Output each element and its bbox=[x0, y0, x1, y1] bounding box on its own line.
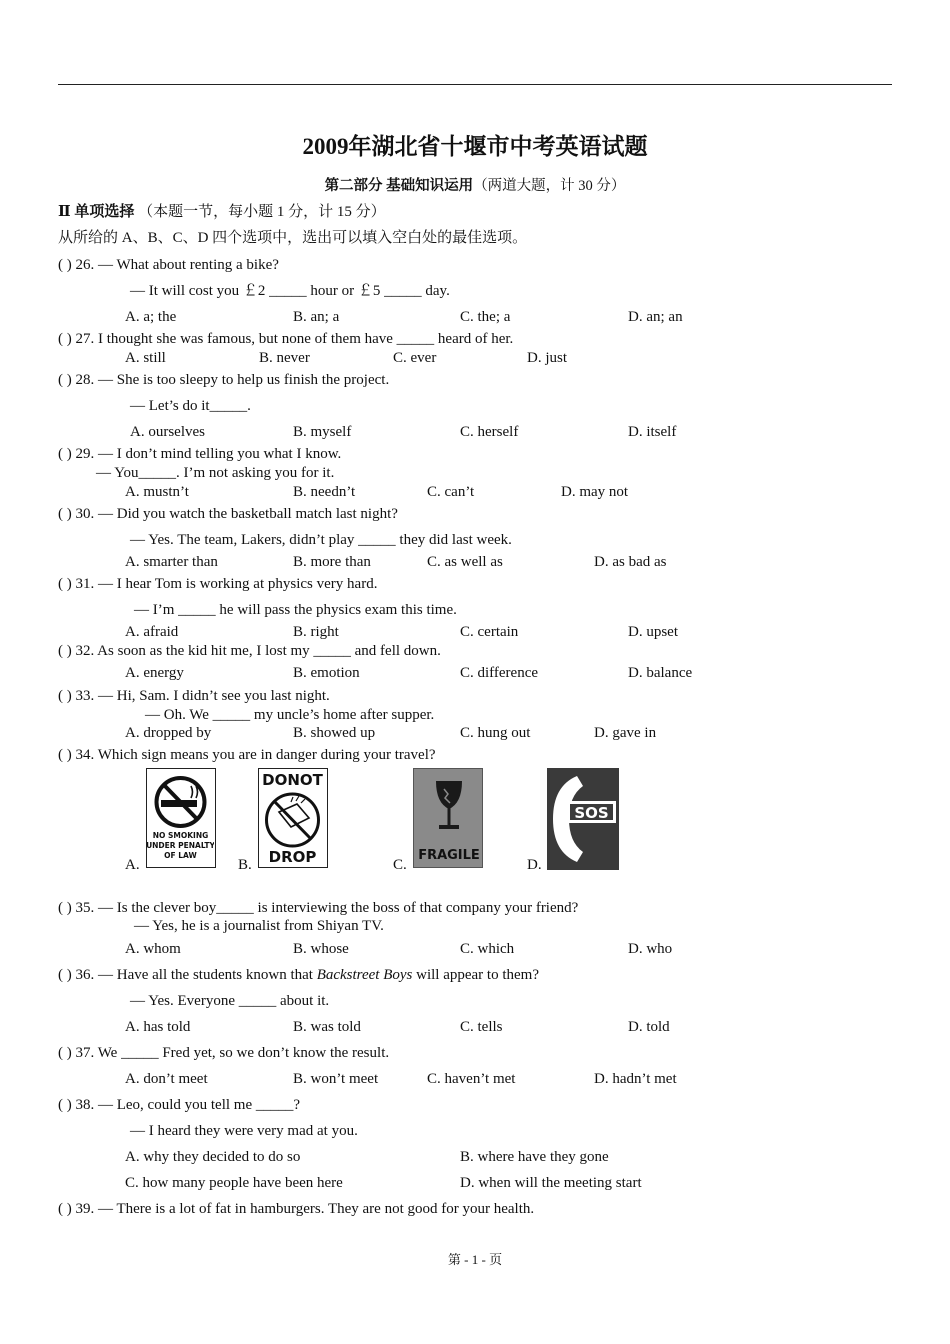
q29-reply: — You_____. I’m not asking you for it. bbox=[96, 465, 335, 481]
q35-option-c: C. which bbox=[460, 941, 515, 957]
q28-option-d: D. itself bbox=[628, 424, 677, 440]
q28-reply: — Let’s do it_____. bbox=[130, 398, 251, 414]
q31-reply: — I’m _____ he will pass the physics exam this time. bbox=[134, 602, 457, 618]
sos-text: SOS bbox=[574, 804, 609, 822]
q30-option-d: D. as bad as bbox=[594, 554, 667, 570]
q35-reply: — Yes, he is a journalist from Shiyan TV. bbox=[134, 918, 384, 934]
fragile-glass-icon bbox=[414, 769, 484, 869]
q30-option-c: C. as well as bbox=[427, 554, 503, 570]
q30-stem: ( ) 30. — Did you watch the basketball match last night? bbox=[58, 506, 398, 522]
q35-option-a: A. whom bbox=[125, 941, 181, 957]
q37-stem: ( ) 37. We _____ Fred yet, so we don’t know the result. bbox=[58, 1045, 390, 1061]
q33-reply: — Oh. We _____ my uncle’s home after supper. bbox=[145, 707, 435, 723]
part-heading-note: （两道大题，计 30 分） bbox=[473, 178, 626, 194]
q33-stem: ( ) 33. — Hi, Sam. I didn’t see you last night. bbox=[58, 688, 330, 704]
q31-option-a: A. afraid bbox=[125, 624, 179, 640]
q32-option-c: C. difference bbox=[460, 665, 539, 681]
q36-stem-pre: ( ) 36. — Have all the students known that bbox=[58, 967, 317, 983]
part-heading-bold: 第二部分 基础知识运用 bbox=[324, 178, 474, 194]
q28-option-b: B. myself bbox=[293, 424, 352, 440]
q28-option-c: C. herself bbox=[460, 424, 519, 440]
q28-option-a: A. ourselves bbox=[130, 424, 205, 440]
q37-option-b: B. won’t meet bbox=[293, 1071, 379, 1087]
no-smoking-icon bbox=[147, 769, 214, 866]
no-smoking-sign bbox=[146, 768, 216, 868]
q36-option-c: C. tells bbox=[460, 1019, 503, 1035]
q39-stem: ( ) 39. — There is a lot of fat in hamburgers. They are not good for your health. bbox=[58, 1201, 535, 1217]
q27-option-c: C. ever bbox=[393, 350, 437, 366]
q34-option-a: A. bbox=[125, 857, 140, 873]
q27-option-a: A. still bbox=[125, 350, 166, 366]
q26-reply: — It will cost you ￡2 _____ hour or ￡5 _____ day. bbox=[130, 283, 450, 299]
q31-stem: ( ) 31. — I hear Tom is working at physics very hard. bbox=[58, 576, 378, 592]
no-smoking-text-3: OF LAW bbox=[164, 851, 197, 860]
q30-option-b: B. more than bbox=[293, 554, 371, 570]
q38-stem: ( ) 38. — Leo, could you tell me _____? bbox=[58, 1097, 301, 1113]
do-not-drop-top-text: DONOT bbox=[262, 771, 323, 789]
q36-stem-post: will appear to them? bbox=[412, 967, 539, 983]
q26-stem: ( ) 26. — What about renting a bike? bbox=[58, 257, 279, 273]
no-smoking-text-1: NO SMOKING bbox=[152, 831, 209, 840]
q38-option-b: B. where have they gone bbox=[460, 1149, 609, 1165]
q34-option-d: D. bbox=[527, 857, 542, 873]
q36-option-b: B. was told bbox=[293, 1019, 361, 1035]
q26-option-a: A. a; the bbox=[125, 309, 177, 325]
q30-reply: — Yes. The team, Lakers, didn’t play _____ they did last week. bbox=[130, 532, 512, 548]
fragile-text: FRAGILE bbox=[418, 848, 480, 863]
do-not-drop-bottom-text: DROP bbox=[268, 848, 317, 866]
do-not-drop-icon bbox=[259, 769, 326, 866]
q29-option-a: A. mustn’t bbox=[125, 484, 189, 500]
q36-stem bbox=[58, 966, 539, 984]
header-rule bbox=[58, 84, 892, 85]
q33-option-b: B. showed up bbox=[293, 725, 376, 741]
q38-reply: — I heard they were very mad at you. bbox=[130, 1123, 358, 1139]
q29-option-c: C. can’t bbox=[427, 484, 475, 500]
sos-sign bbox=[547, 768, 619, 870]
q33-option-c: C. hung out bbox=[460, 725, 531, 741]
q36-stem-italic: Backstreet Boys bbox=[316, 967, 413, 983]
q37-option-a: A. don’t meet bbox=[125, 1071, 208, 1087]
q32-option-b: B. emotion bbox=[293, 665, 360, 681]
q27-stem: ( ) 27. I thought she was famous, but none of them have _____ heard of her. bbox=[58, 331, 514, 347]
q32-option-a: A. energy bbox=[125, 665, 184, 681]
page-footer: 第 - 1 - 页 bbox=[447, 1252, 503, 1267]
q27-option-b: B. never bbox=[259, 350, 310, 366]
q37-option-d: D. hadn’t met bbox=[594, 1071, 677, 1087]
section-instruction: 从所给的 A、B、C、D 四个选项中，选出可以填入空白处的最佳选项。 bbox=[58, 230, 528, 246]
q31-option-d: D. upset bbox=[628, 624, 678, 640]
q36-reply: — Yes. Everyone _____ about it. bbox=[130, 993, 330, 1009]
q31-option-b: B. right bbox=[293, 624, 339, 640]
q35-option-d: D. who bbox=[628, 941, 673, 957]
q28-stem: ( ) 28. — She is too sleepy to help us finish the project. bbox=[58, 372, 390, 388]
no-smoking-text-2: UNDER PENALTY bbox=[147, 841, 214, 850]
q32-stem: ( ) 32. As soon as the kid hit me, I lost my _____ and fell down. bbox=[58, 643, 441, 659]
part-heading bbox=[0, 177, 950, 195]
q38-option-a: A. why they decided to do so bbox=[125, 1149, 301, 1165]
q26-option-c: C. the; a bbox=[460, 309, 511, 325]
q32-option-d: D. balance bbox=[628, 665, 693, 681]
q36-option-a: A. has told bbox=[125, 1019, 191, 1035]
sos-phone-icon bbox=[547, 768, 619, 870]
q34-option-c: C. bbox=[393, 857, 407, 873]
q31-option-c: C. certain bbox=[460, 624, 519, 640]
section-heading-label: Ⅱ 单项选择 bbox=[58, 204, 135, 220]
q35-option-b: B. whose bbox=[293, 941, 349, 957]
q29-stem: ( ) 29. — I don’t mind telling you what I know. bbox=[58, 446, 342, 462]
q33-option-d: D. gave in bbox=[594, 725, 657, 741]
q29-option-b: B. needn’t bbox=[293, 484, 356, 500]
q35-stem: ( ) 35. — Is the clever boy_____ is interviewing the boss of that company your friend? bbox=[58, 900, 579, 916]
q34-stem: ( ) 34. Which sign means you are in danger during your travel? bbox=[58, 747, 436, 763]
q26-option-d: D. an; an bbox=[628, 309, 683, 325]
section-note: （本题一节，每小题 1 分，计 15 分） bbox=[138, 204, 386, 220]
q33-option-a: A. dropped by bbox=[125, 725, 212, 741]
do-not-drop-sign bbox=[258, 768, 328, 868]
q30-option-a: A. smarter than bbox=[125, 554, 218, 570]
q37-option-c: C. haven’t met bbox=[427, 1071, 516, 1087]
q29-option-d: D. may not bbox=[561, 484, 629, 500]
q26-option-b: B. an; a bbox=[293, 309, 340, 325]
q36-option-d: D. told bbox=[628, 1019, 670, 1035]
q38-option-c: C. how many people have been here bbox=[125, 1175, 343, 1191]
q34-option-b: B. bbox=[238, 857, 252, 873]
q27-option-d: D. just bbox=[527, 350, 568, 366]
page-title: 2009年湖北省十堰市中考英语试题 bbox=[302, 134, 648, 159]
fragile-sign bbox=[413, 768, 483, 868]
q38-option-d: D. when will the meeting start bbox=[460, 1175, 642, 1191]
section-heading bbox=[58, 203, 386, 221]
